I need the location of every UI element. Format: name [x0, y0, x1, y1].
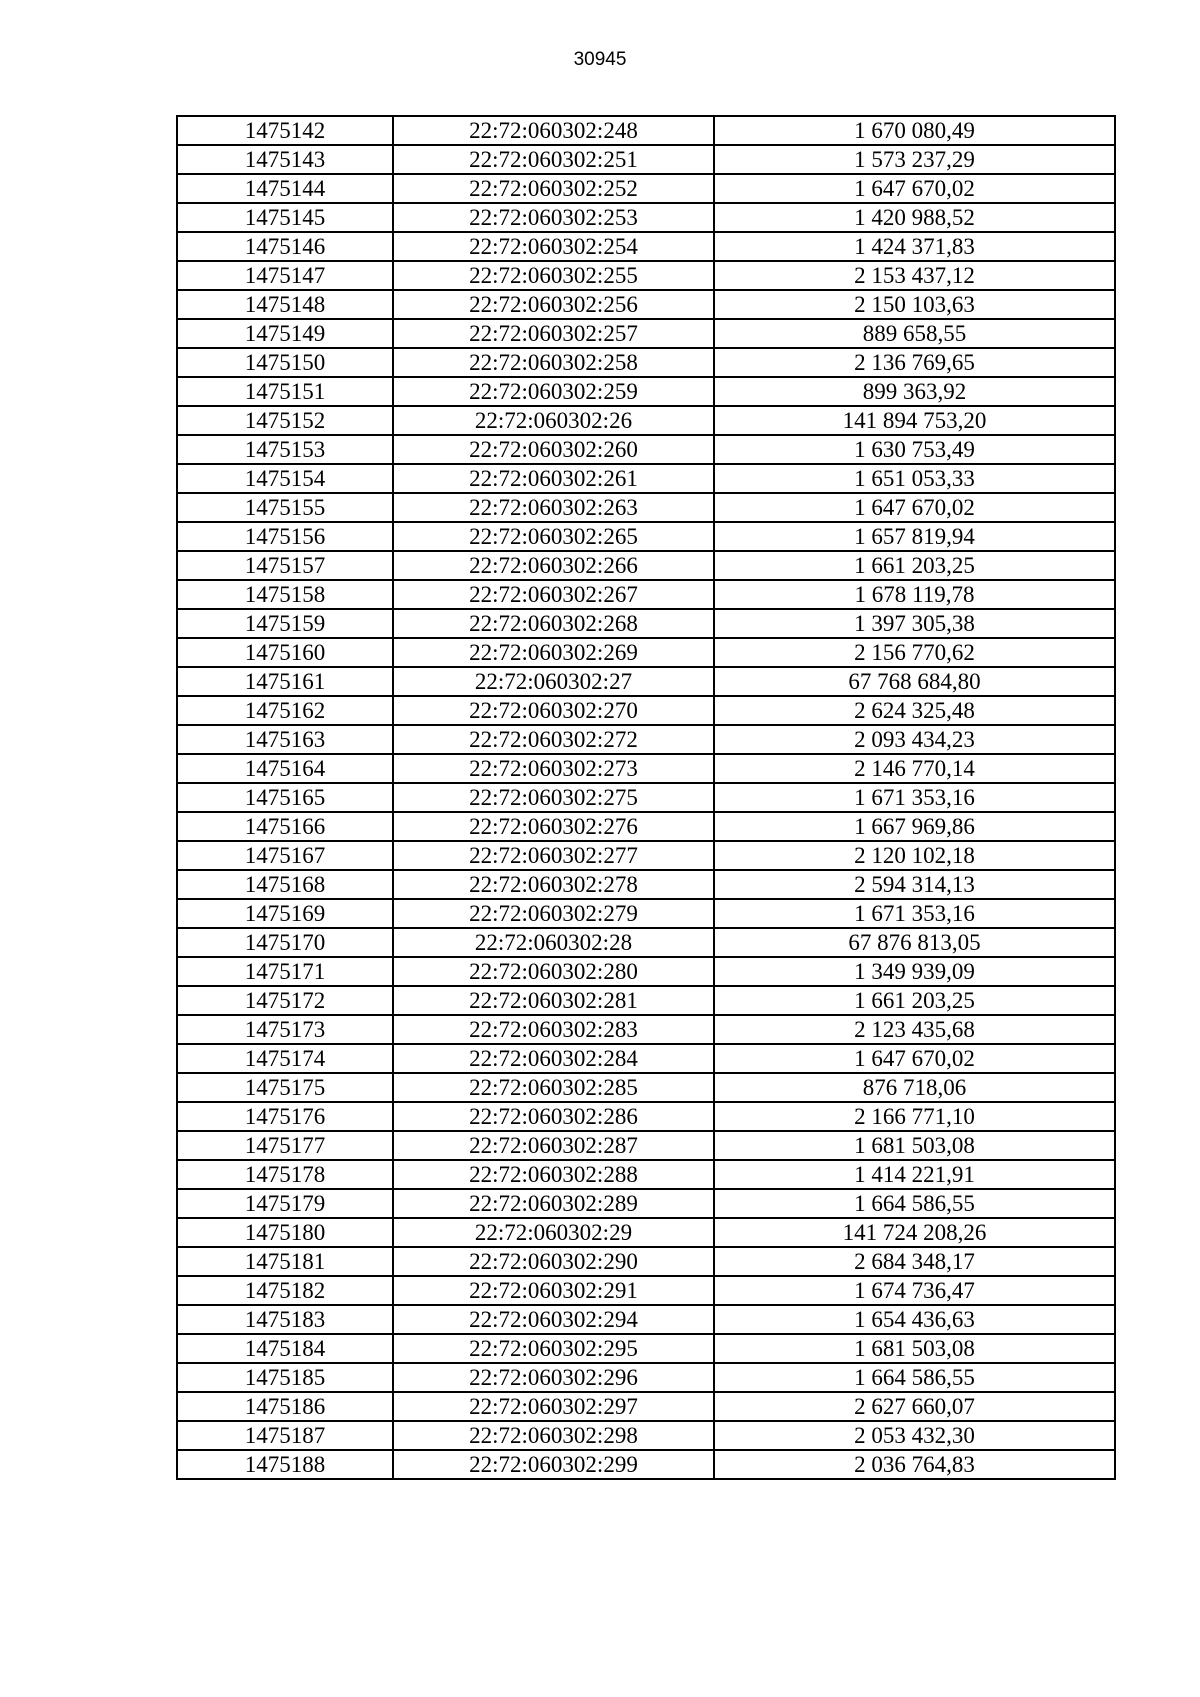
record-id-cell: 1475146 [177, 232, 393, 261]
table-row [177, 638, 1115, 667]
record-id-cell: 1475164 [177, 754, 393, 783]
cadastral-value-cell: 1 630 753,49 [714, 435, 1115, 464]
table-row [177, 1421, 1115, 1450]
cadastral-number-cell: 22:72:060302:278 [393, 870, 714, 899]
cadastral-number-cell: 22:72:060302:268 [393, 609, 714, 638]
cadastral-number-cell: 22:72:060302:279 [393, 899, 714, 928]
record-id-cell: 1475188 [177, 1450, 393, 1479]
cadastral-value-cell: 1 657 819,94 [714, 522, 1115, 551]
record-id-cell: 1475148 [177, 290, 393, 319]
cadastral-value-cell: 2 093 434,23 [714, 725, 1115, 754]
table-row [177, 406, 1115, 435]
record-id-cell: 1475163 [177, 725, 393, 754]
record-id-cell: 1475179 [177, 1189, 393, 1218]
cadastral-value-cell: 1 664 586,55 [714, 1189, 1115, 1218]
cadastral-number-cell: 22:72:060302:261 [393, 464, 714, 493]
cadastral-value-cell: 1 647 670,02 [714, 174, 1115, 203]
record-id-cell: 1475158 [177, 580, 393, 609]
cadastral-number-cell: 22:72:060302:259 [393, 377, 714, 406]
table-row [177, 841, 1115, 870]
cadastral-value-cell: 899 363,92 [714, 377, 1115, 406]
record-id-cell: 1475176 [177, 1102, 393, 1131]
record-id-cell: 1475186 [177, 1392, 393, 1421]
page-number: 30945 [573, 49, 627, 70]
cadastral-number-cell: 22:72:060302:272 [393, 725, 714, 754]
record-id-cell: 1475177 [177, 1131, 393, 1160]
table-row [177, 1363, 1115, 1392]
cadastral-value-cell: 2 166 771,10 [714, 1102, 1115, 1131]
record-id-cell: 1475185 [177, 1363, 393, 1392]
table-row [177, 1247, 1115, 1276]
cadastral-number-cell: 22:72:060302:281 [393, 986, 714, 1015]
cadastral-value-cell: 1 674 736,47 [714, 1276, 1115, 1305]
cadastral-value-cell: 1 397 305,38 [714, 609, 1115, 638]
cadastral-number-cell: 22:72:060302:296 [393, 1363, 714, 1392]
table-row [177, 464, 1115, 493]
record-id-cell: 1475150 [177, 348, 393, 377]
cadastral-number-cell: 22:72:060302:263 [393, 493, 714, 522]
table-row [177, 1073, 1115, 1102]
cadastral-value-cell: 1 424 371,83 [714, 232, 1115, 261]
table-row [177, 928, 1115, 957]
table-row [177, 551, 1115, 580]
cadastral-value-cell: 1 671 353,16 [714, 899, 1115, 928]
record-id-cell: 1475145 [177, 203, 393, 232]
cadastral-value-cell: 2 146 770,14 [714, 754, 1115, 783]
cadastral-number-cell: 22:72:060302:258 [393, 348, 714, 377]
cadastral-value-cell: 1 661 203,25 [714, 551, 1115, 580]
cadastral-number-cell: 22:72:060302:248 [393, 116, 714, 145]
cadastral-value-cell: 2 624 325,48 [714, 696, 1115, 725]
record-id-cell: 1475151 [177, 377, 393, 406]
record-id-cell: 1475144 [177, 174, 393, 203]
cadastral-number-cell: 22:72:060302:255 [393, 261, 714, 290]
record-id-cell: 1475169 [177, 899, 393, 928]
cadastral-number-cell: 22:72:060302:275 [393, 783, 714, 812]
cadastral-number-cell: 22:72:060302:280 [393, 957, 714, 986]
table-row [177, 203, 1115, 232]
cadastral-number-cell: 22:72:060302:256 [393, 290, 714, 319]
cadastral-number-cell: 22:72:060302:269 [393, 638, 714, 667]
record-id-cell: 1475170 [177, 928, 393, 957]
cadastral-number-cell: 22:72:060302:29 [393, 1218, 714, 1247]
table-row [177, 1392, 1115, 1421]
cadastral-number-cell: 22:72:060302:289 [393, 1189, 714, 1218]
table-row [177, 1160, 1115, 1189]
table-row [177, 696, 1115, 725]
cadastral-value-cell: 876 718,06 [714, 1073, 1115, 1102]
cadastral-value-cell: 1 661 203,25 [714, 986, 1115, 1015]
cadastral-number-cell: 22:72:060302:265 [393, 522, 714, 551]
table-row [177, 725, 1115, 754]
cadastral-value-cell: 2 627 660,07 [714, 1392, 1115, 1421]
table-row [177, 783, 1115, 812]
record-id-cell: 1475162 [177, 696, 393, 725]
cadastral-number-cell: 22:72:060302:283 [393, 1015, 714, 1044]
cadastral-value-cell: 1 414 221,91 [714, 1160, 1115, 1189]
cadastral-value-cell: 2 036 764,83 [714, 1450, 1115, 1479]
table-row [177, 348, 1115, 377]
record-id-cell: 1475171 [177, 957, 393, 986]
cadastral-value-cell: 1 681 503,08 [714, 1131, 1115, 1160]
cadastral-number-cell: 22:72:060302:284 [393, 1044, 714, 1073]
table-row [177, 1218, 1115, 1247]
cadastral-value-cell: 2 150 103,63 [714, 290, 1115, 319]
cadastral-value-cell: 1 654 436,63 [714, 1305, 1115, 1334]
cadastral-number-cell: 22:72:060302:252 [393, 174, 714, 203]
cadastral-value-cell: 2 684 348,17 [714, 1247, 1115, 1276]
cadastral-value-cell: 2 594 314,13 [714, 870, 1115, 899]
cadastral-number-cell: 22:72:060302:295 [393, 1334, 714, 1363]
table-row [177, 667, 1115, 696]
table-row [177, 377, 1115, 406]
record-id-cell: 1475182 [177, 1276, 393, 1305]
table-row [177, 174, 1115, 203]
record-id-cell: 1475178 [177, 1160, 393, 1189]
record-id-cell: 1475156 [177, 522, 393, 551]
table-row [177, 1102, 1115, 1131]
record-id-cell: 1475161 [177, 667, 393, 696]
cadastral-number-cell: 22:72:060302:290 [393, 1247, 714, 1276]
cadastral-number-cell: 22:72:060302:298 [393, 1421, 714, 1450]
cadastral-value-cell: 141 724 208,26 [714, 1218, 1115, 1247]
cadastral-value-cell: 1 573 237,29 [714, 145, 1115, 174]
record-id-cell: 1475174 [177, 1044, 393, 1073]
record-id-cell: 1475180 [177, 1218, 393, 1247]
table-row [177, 986, 1115, 1015]
cadastral-number-cell: 22:72:060302:288 [393, 1160, 714, 1189]
record-id-cell: 1475184 [177, 1334, 393, 1363]
record-id-cell: 1475165 [177, 783, 393, 812]
table-row [177, 261, 1115, 290]
table-row [177, 1334, 1115, 1363]
cadastral-value-cell: 2 053 432,30 [714, 1421, 1115, 1450]
record-id-cell: 1475152 [177, 406, 393, 435]
table-body [177, 116, 1115, 1479]
table-row [177, 754, 1115, 783]
cadastral-value-cell: 2 156 770,62 [714, 638, 1115, 667]
table-row [177, 609, 1115, 638]
record-id-cell: 1475160 [177, 638, 393, 667]
cadastral-number-cell: 22:72:060302:254 [393, 232, 714, 261]
cadastral-value-cell: 67 876 813,05 [714, 928, 1115, 957]
cadastral-number-cell: 22:72:060302:299 [393, 1450, 714, 1479]
table-row [177, 1276, 1115, 1305]
cadastral-value-cell: 2 120 102,18 [714, 841, 1115, 870]
record-id-cell: 1475159 [177, 609, 393, 638]
cadastral-value-cell: 889 658,55 [714, 319, 1115, 348]
table-row [177, 116, 1115, 145]
record-id-cell: 1475153 [177, 435, 393, 464]
cadastral-number-cell: 22:72:060302:267 [393, 580, 714, 609]
cadastral-value-cell: 1 667 969,86 [714, 812, 1115, 841]
cadastral-value-cell: 1 647 670,02 [714, 1044, 1115, 1073]
cadastral-number-cell: 22:72:060302:291 [393, 1276, 714, 1305]
record-id-cell: 1475181 [177, 1247, 393, 1276]
table-row [177, 580, 1115, 609]
cadastral-value-cell: 1 420 988,52 [714, 203, 1115, 232]
cadastral-number-cell: 22:72:060302:277 [393, 841, 714, 870]
table-row [177, 145, 1115, 174]
table-row [177, 232, 1115, 261]
cadastral-number-cell: 22:72:060302:26 [393, 406, 714, 435]
record-id-cell: 1475167 [177, 841, 393, 870]
cadastral-value-cell: 67 768 684,80 [714, 667, 1115, 696]
table-row [177, 1131, 1115, 1160]
table-row [177, 957, 1115, 986]
cadastral-number-cell: 22:72:060302:28 [393, 928, 714, 957]
cadastral-value-cell: 141 894 753,20 [714, 406, 1115, 435]
record-id-cell: 1475154 [177, 464, 393, 493]
table-row [177, 1189, 1115, 1218]
cadastral-value-cell: 1 678 119,78 [714, 580, 1115, 609]
table-row [177, 812, 1115, 841]
cadastral-value-cell: 2 136 769,65 [714, 348, 1115, 377]
cadastral-number-cell: 22:72:060302:285 [393, 1073, 714, 1102]
cadastral-value-cell: 1 670 080,49 [714, 116, 1115, 145]
record-id-cell: 1475143 [177, 145, 393, 174]
record-id-cell: 1475183 [177, 1305, 393, 1334]
cadastral-number-cell: 22:72:060302:276 [393, 812, 714, 841]
cadastral-number-cell: 22:72:060302:294 [393, 1305, 714, 1334]
record-id-cell: 1475157 [177, 551, 393, 580]
cadastral-number-cell: 22:72:060302:286 [393, 1102, 714, 1131]
table-row [177, 435, 1115, 464]
record-id-cell: 1475168 [177, 870, 393, 899]
record-id-cell: 1475166 [177, 812, 393, 841]
cadastral-number-cell: 22:72:060302:270 [393, 696, 714, 725]
record-id-cell: 1475175 [177, 1073, 393, 1102]
cadastral-number-cell: 22:72:060302:273 [393, 754, 714, 783]
record-id-cell: 1475149 [177, 319, 393, 348]
cadastral-number-cell: 22:72:060302:266 [393, 551, 714, 580]
cadastral-value-cell: 1 349 939,09 [714, 957, 1115, 986]
record-id-cell: 1475142 [177, 116, 393, 145]
cadastral-value-cell: 1 671 353,16 [714, 783, 1115, 812]
cadastral-number-cell: 22:72:060302:260 [393, 435, 714, 464]
cadastral-number-cell: 22:72:060302:253 [393, 203, 714, 232]
table-row [177, 493, 1115, 522]
cadastral-number-cell: 22:72:060302:297 [393, 1392, 714, 1421]
table-row [177, 1305, 1115, 1334]
cadastral-value-cell: 1 681 503,08 [714, 1334, 1115, 1363]
table-row [177, 1015, 1115, 1044]
cadastral-value-table [176, 115, 1116, 1480]
record-id-cell: 1475187 [177, 1421, 393, 1450]
table-row [177, 522, 1115, 551]
table-row [177, 1450, 1115, 1479]
cadastral-number-cell: 22:72:060302:287 [393, 1131, 714, 1160]
cadastral-value-cell: 1 664 586,55 [714, 1363, 1115, 1392]
cadastral-value-cell: 1 651 053,33 [714, 464, 1115, 493]
table-row [177, 899, 1115, 928]
record-id-cell: 1475155 [177, 493, 393, 522]
cadastral-number-cell: 22:72:060302:257 [393, 319, 714, 348]
table-row [177, 1044, 1115, 1073]
table-row [177, 870, 1115, 899]
cadastral-value-cell: 2 153 437,12 [714, 261, 1115, 290]
table-row [177, 290, 1115, 319]
cadastral-number-cell: 22:72:060302:27 [393, 667, 714, 696]
cadastral-value-cell: 1 647 670,02 [714, 493, 1115, 522]
table-row [177, 319, 1115, 348]
cadastral-value-cell: 2 123 435,68 [714, 1015, 1115, 1044]
record-id-cell: 1475172 [177, 986, 393, 1015]
cadastral-number-cell: 22:72:060302:251 [393, 145, 714, 174]
record-id-cell: 1475147 [177, 261, 393, 290]
record-id-cell: 1475173 [177, 1015, 393, 1044]
